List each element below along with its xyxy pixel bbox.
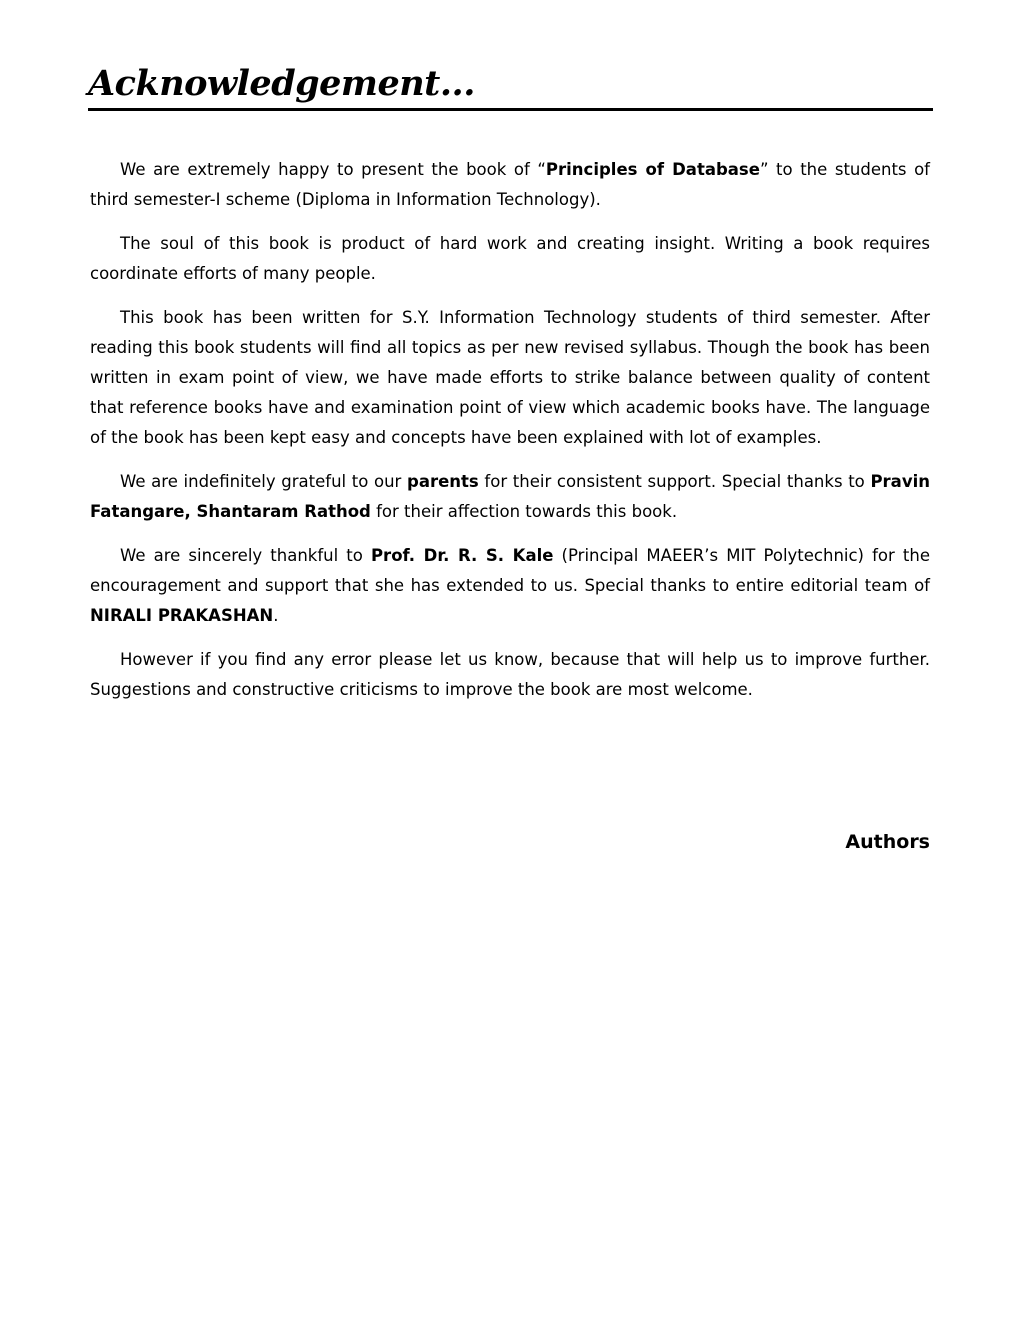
paragraph-intro [90, 155, 930, 215]
text-span: . [273, 606, 279, 625]
page-title: Acknowledgement... [88, 63, 475, 104]
text-span: for their affection towards this book. [370, 502, 678, 521]
thanked-names: Pravin Fatangare, Shantaram Rathod [90, 472, 930, 521]
text-span: (Principal MAEER’s MIT Polytechnic) for the encouragement and support that she has extended to us. Special thanks to entire editorial team of [90, 546, 930, 595]
paragraph-gratitude [90, 467, 930, 527]
paragraph-principal [90, 541, 930, 631]
text-span: for their consistent support. Special thanks to [478, 472, 871, 491]
book-title: Principles of Database [545, 160, 760, 179]
paragraph-soul: The soul of this book is product of hard work and creating insight. Writing a book requires coordinate efforts of many people. [90, 234, 930, 283]
paragraph-purpose: This book has been written for S.Y. Information Technology students of third semester. After reading this book students will find all topics as per new revised syllabus. Though the book has been written in exam point of view, we have made efforts to strike balance between quality of content that reference books have and examination point of view which academic books have. The language of the book has been kept easy and concepts have been explained with lot of examples. [90, 308, 930, 447]
title-underline [88, 108, 933, 111]
acknowledgement-body [90, 155, 930, 719]
principal-name: Prof. Dr. R. S. Kale [370, 546, 554, 565]
text-span: We are indefinitely grateful to our [120, 472, 408, 491]
text-span: We are sincerely thankful to [120, 546, 371, 565]
paragraph-feedback: However if you find any error please let us know, because that will help us to improve further. Suggestions and constructive criticisms to improve the book are most welcome. [90, 650, 930, 699]
text-span: ” to the students of third semester-I scheme (Diploma in Information Technology). [90, 160, 930, 209]
text-span: We are extremely happy to present the book of “ [120, 160, 546, 179]
publisher-name: NIRALI PRAKASHAN [90, 606, 274, 625]
authors-signature: Authors [845, 831, 930, 853]
parents-emphasis: parents [407, 472, 479, 491]
